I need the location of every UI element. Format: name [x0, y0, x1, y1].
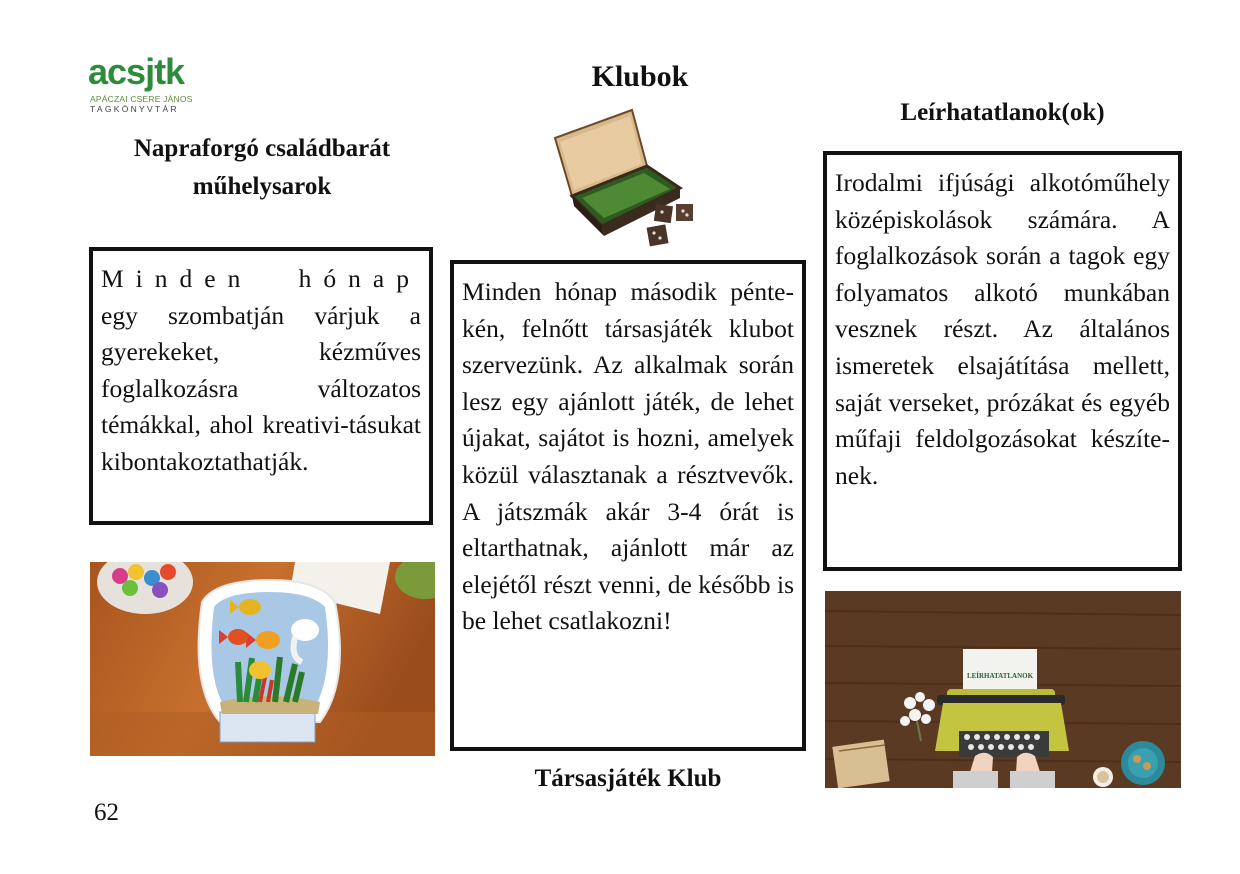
- library-logo: [88, 54, 218, 116]
- boardgame-club-description-text: Minden hónap második péntekén, felnőtt társasjáték klubot szervezünk. Az alkalmak során lesz egy ajánlott játék, de lehet újakat, sajátot is hozni, amelyek közül választanak a résztvevők. A játszmák akár 3-4 órát is eltarthatnak, ajánlott már az elejétől részt venni, de később is be lehet csatlakozni!: [462, 277, 794, 636]
- boardgame-club-caption: Társasjáték Klub: [534, 765, 722, 792]
- board-game-image: [552, 108, 702, 254]
- svg-text:LEÍRHATATLANOK: LEÍRHATATLANOK: [966, 672, 1034, 680]
- workshop-corner-title: Napraforgó családbarát műhelysarok: [133, 135, 391, 200]
- logo-subtitle-line1: APÁCZAI CSERE JÁNOS: [90, 94, 193, 104]
- acsjtk-logo-icon: [88, 54, 218, 94]
- workshop-first-line: Minden hónap: [101, 264, 421, 293]
- writers-workshop-title: Leírhatatlanok(ok): [900, 99, 1105, 126]
- boardgame-club-description-box: [450, 260, 806, 751]
- writers-workshop-description-box: [823, 151, 1182, 571]
- workshop-description-text: egy szombatján várjuk a gyerekeket, kézműves foglalkozásra változatos témákkal, ahol kreativi-tásukat kibontakoztathatják.: [101, 300, 421, 476]
- writers-workshop-description-text: Irodalmi ifjúsági alkotóműhely középiskolások számára. A foglalkozások során a tagok egy folyamatos alkotó munkában vesznek részt. Az általános ismeretek elsajátítása mellett, saját verseket, prózákat és egyéb műfaji feldolgozásokat készítenek.: [835, 168, 1170, 490]
- craft-fishbowl-photo: [90, 562, 435, 756]
- logo-subtitle-line2: TAGKÖNYVTÁR: [90, 104, 179, 114]
- page-number: 62: [94, 799, 119, 826]
- svg-text:acsjtk: acsjtk: [88, 54, 185, 92]
- workshop-description-box: [89, 247, 433, 525]
- clubs-title: Klubok: [591, 60, 689, 93]
- typewriter-photo: [825, 591, 1181, 788]
